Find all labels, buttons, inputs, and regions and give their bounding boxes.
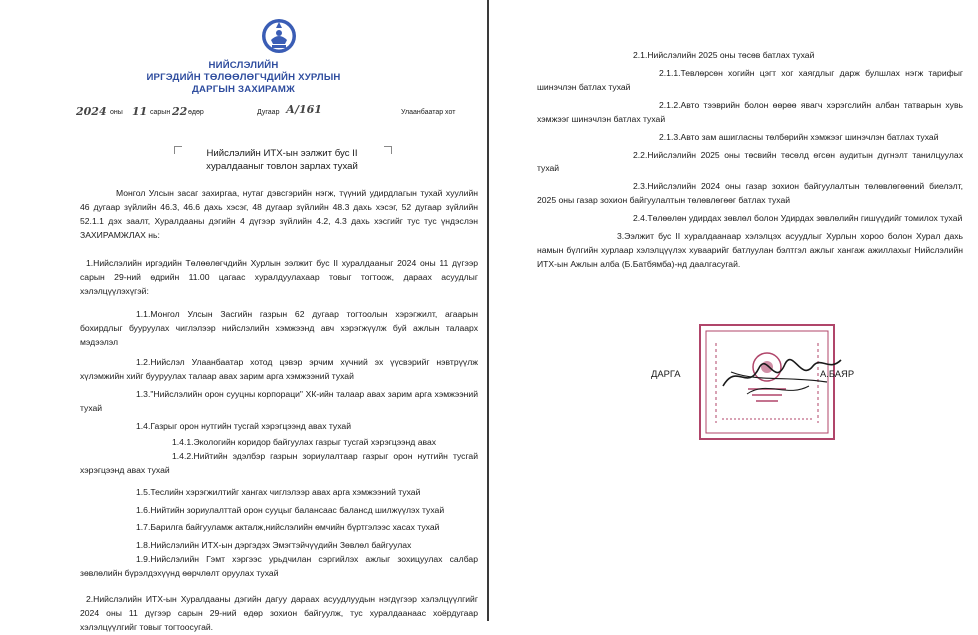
paragraph: Монгол Улсын засаг захиргаа, нутаг дэвсгэрийн нэгж, түүний удирдлагын тухай хуулийн 46 дугаар зүйлийн 46.3, 46.6 дахь хэсэг, 48 дугаар зүйлийн 48.3 дахь хэсэг, 52 дугаар зүйлийн 52.1.1 дэх заалт, Хуралдааны дэгийн 4 дүгээр зүйлийн 4.2, 4.3 дахь хэсгийг тус тус үндэслэн ЗАХИРАМЖЛАХ нь: <box>80 188 478 240</box>
year-handwritten: 2024 <box>76 105 107 118</box>
paragraph: 2.Нийслэлийн ИТХ-ын Хуралдааны дэгийн дагуу дараах асуудлуудын нэгдүгээр хэлэлцүүлгийг 2024 оны 11 дүгээр сарын 29-ний өдөр зохион байгуулж, тус хуралдаанаас хоёрдугаар хэлэлцүүлгийг товыг тогтоосугай. <box>80 594 478 632</box>
paragraph: 2.2.Нийслэлийн 2025 оны төсвийн төсөлд өгсөн аудитын дүгнэлт танилцуулах тухай <box>537 149 963 174</box>
signatory-title: ДАРГА <box>651 368 681 379</box>
paragraph: 2.3.Нийслэлийн 2024 оны газар зохион байгуулалтын төлөвлөгөөний биелэлт, 2025 оны газар зохион байгуулалтын төлөвлөгөөг батлах тухай <box>537 181 963 206</box>
order-type: ДАРГЫН ЗАХИРАМЖ <box>192 84 295 95</box>
title-line-2: хуралдааныг товлон зарлах тухай <box>206 160 358 172</box>
org-name-line1: НИЙСЛЭЛИЙН <box>208 60 279 71</box>
left-body <box>80 187 478 635</box>
paragraph: 2.1.2.Авто тээврийн болон өөрөө явагч хэрэгслийн албан татварын хувь хэмжээг шинэчлэн батлах тухай <box>537 99 963 124</box>
title-line-1: Нийслэлийн ИТХ-ын ээлжит бус II <box>206 148 358 159</box>
right-body <box>537 49 963 272</box>
paragraph: 1.4.Газрыг орон нутгийн тусгай хэрэгцээнд авах тухай <box>136 420 352 431</box>
paragraph: 1.8.Нийслэлийн ИТХ-ын дэргэдэх Эмэгтэйчүүдийн Зөвлөл байгуулах <box>136 540 412 551</box>
city: Улаанбаатар хот <box>401 109 456 116</box>
signatory-name: А.БАЯР <box>820 368 855 379</box>
document-title <box>172 148 392 174</box>
document-page-2 <box>489 0 978 621</box>
paragraph: 1.4.1.Экологийн коридор байгуулах газрыг тусгай хэрэгцээнд авах <box>172 436 437 447</box>
paragraph: 1.1.Монгол Улсын Засгийн газрын 62 дугаар тогтоолын хэрэгжилт, агаарын бохирдлыг бууруулах чиглэлээр нийслэлийн хэмжээнд авч хэрэгжүүлж буй ажлын талаарх мэдээлэл <box>80 309 478 348</box>
paragraph: 1.3."Нийслэлийн орон сууцны корпораци" ХК-ийн талаар авах зарим арга хэмжээний тухай <box>80 389 478 413</box>
paragraph: 2.1.1.Тевлөрсөн хогийн цэгт хог хаягдлыг дарж булшлах нэгж тарифыг шинэчлэн батлах тухай <box>537 67 963 92</box>
paragraph: 2.4.Төлөөлөн удирдах зөвлөл болон Удирдах зөвлөлийн гишүүдийг томилох тухай <box>633 213 963 224</box>
number-label: Дугаар <box>257 109 280 116</box>
number-handwritten: А/161 <box>286 103 322 116</box>
paragraph: 1.2.Нийслэл Улаанбаатар хотод цэвэр эрчим хүчний эх үүсвэрийг нэвтрүүлж хүлэмжийн хийг бууруулах талаар авах зарим арга хэмжээний тухай <box>80 357 478 382</box>
day-suffix: өдөр <box>188 109 204 116</box>
paragraph: 1.6.Нийтийн зориулалттай орон сууцыг балансаас балансд шилжүүлэх тухай <box>136 504 445 515</box>
day-handwritten: 22 <box>172 105 188 118</box>
paragraph: 3.Ээлжит бус II хуралдаанаар хэлэлцэх асуудлыг Хурлын хороо болон Хурал дахь намын бүлгийн хурлаар хэлэлцүүлэх хуваарийг батлуулан бэлтгэл ажлыг хангаж ажиллахыг Нийслэлийн ИТХ-ын Ажлын алба (Б.Батбямба)-нд даалгасугай. <box>537 231 963 269</box>
paragraph: 2.1.3.Авто зам ашигласны төлбөрийн хэмжээг шинэчлэн батлах тухай <box>659 131 939 142</box>
org-name-line2: ИРГЭДИЙН ТӨЛӨӨЛӨГЧДИЙН ХУРЛЫН <box>146 72 341 83</box>
month-handwritten: 11 <box>132 105 148 118</box>
year-suffix: оны <box>110 109 123 116</box>
paragraph: 1.Нийслэлийн иргэдийн Төлөөлөгчдийн Хурлын ээлжит бус II хуралдааныг 2024 оны 11 дүгээр сарын 29-ний өдрийн 11.00 цагаас хуралдуулахаар товыг тогтоож, дараах асуудлыг хэлэлцүүлэхүгэй: <box>80 257 478 296</box>
paragraph: 1.5.Теслийн хэрэгжилтийг хангах чиглэлээр авах арга хэмжээний тухай <box>136 486 421 497</box>
date-line <box>76 105 486 121</box>
paragraph: 1.9.Нийслэлийн Гэмт хэргээс урьдчилан сэргийлэх ажлыг зохицуулах салбар зөвлөлийн бүрэлдэхүүнд өөрчлөлт оруулах тухай <box>80 554 478 579</box>
month-suffix: сарын <box>150 109 171 116</box>
document-page-1 <box>0 0 487 632</box>
paragraph: 1.7.Барилга байгууламж акталж,нийслэлийн өмчийн бүртгэлээс хасах тухай <box>136 522 440 533</box>
paragraph: 1.4.2.Нийтийн эдэлбэр газрын зориулалтаар газрыг орон нутгийн тусгай хэрэгцээнд авах тухай <box>80 450 478 475</box>
state-emblem-icon <box>261 16 297 56</box>
paragraph: 2.1.Нийслэлийн 2025 оны төсөв батлах тухай <box>633 50 815 60</box>
